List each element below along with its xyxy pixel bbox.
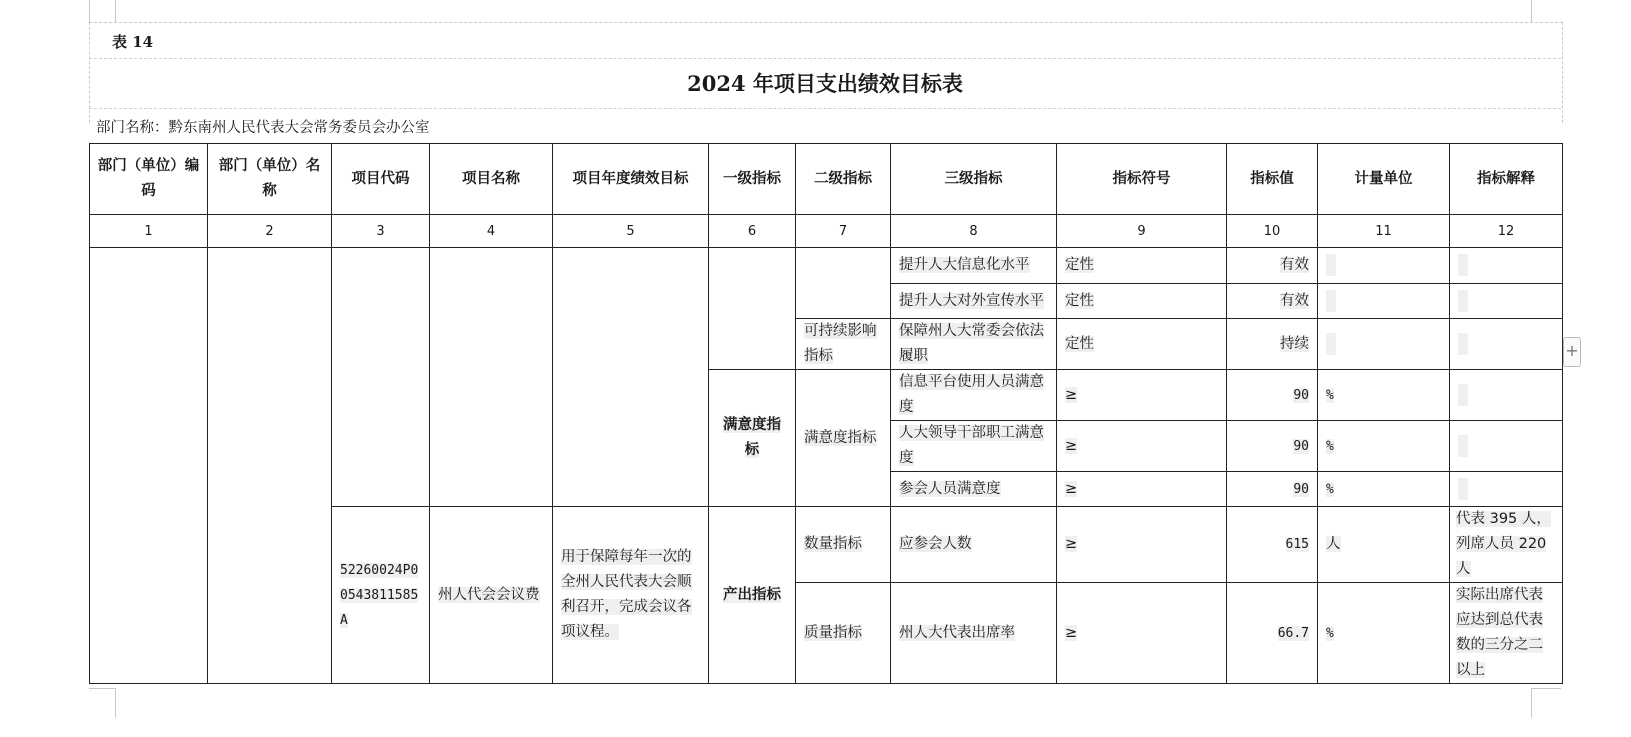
- unit-cell: [1318, 421, 1450, 472]
- header-cell: 部门（单位）编码: [90, 144, 208, 215]
- level1-cell: [709, 370, 796, 507]
- project-code-cell: [332, 248, 430, 507]
- note-cell: [1450, 319, 1563, 370]
- value-text: 90: [1293, 438, 1309, 454]
- symbol-cell: [1057, 248, 1227, 284]
- dept-code-cell: [90, 248, 208, 684]
- header-row: [90, 144, 1563, 215]
- note-text: 实际出席代表应达到总代表数的三分之二以上: [1456, 587, 1543, 678]
- symbol-text: ≥: [1065, 480, 1078, 497]
- header-cell: 项目代码: [332, 144, 430, 215]
- symbol-cell: [1057, 583, 1227, 684]
- value-cell: [1227, 284, 1318, 319]
- level3-text: 参会人员满意度: [899, 480, 1001, 497]
- symbol-text: ≥: [1065, 386, 1078, 403]
- unit-cell: [1318, 248, 1450, 284]
- symbol-text: ≥: [1065, 624, 1078, 641]
- note-cell: [1450, 370, 1563, 421]
- header-cell: 指标值: [1227, 144, 1318, 215]
- column-number: 2: [208, 215, 332, 248]
- unit-cell: [1318, 284, 1450, 319]
- project-goal-cell: [553, 248, 709, 507]
- level2-cell: [796, 319, 891, 370]
- value-text: 615: [1285, 537, 1309, 552]
- divider: [89, 108, 1561, 109]
- empty-field: [1326, 290, 1336, 312]
- project-code-cell: [332, 507, 430, 684]
- note-cell: [1450, 421, 1563, 472]
- project-name-cell: [430, 248, 553, 507]
- level3-text: 提升人大对外宣传水平: [899, 292, 1044, 309]
- level3-text: 提升人大信息化水平: [899, 257, 1030, 273]
- level1-text: 满意度指标: [723, 417, 781, 458]
- empty-field: [1458, 435, 1468, 457]
- level3-text: 应参会人数: [899, 536, 972, 552]
- empty-field: [1458, 478, 1468, 500]
- level2-cell: [796, 370, 891, 507]
- level3-cell: [891, 472, 1057, 507]
- level2-text: 数量指标: [804, 536, 862, 552]
- column-number: 12: [1450, 215, 1563, 248]
- page-title: 2024 年项目支出绩效目标表: [687, 71, 963, 96]
- column-number: 5: [553, 215, 709, 248]
- empty-field: [1458, 290, 1468, 312]
- note-cell: [1450, 284, 1563, 319]
- column-number-row: [90, 215, 1563, 248]
- table-row: [90, 248, 1563, 284]
- column-number: 3: [332, 215, 430, 248]
- level2-text: 可持续影响指标: [804, 323, 877, 364]
- note-cell: [1450, 248, 1563, 284]
- empty-field: [1458, 333, 1468, 355]
- unit-text: %: [1326, 481, 1334, 497]
- symbol-cell: [1057, 370, 1227, 421]
- header-cell: 指标符号: [1057, 144, 1227, 215]
- level3-text: 州人大代表出席率: [899, 624, 1015, 641]
- value-cell: [1227, 583, 1318, 684]
- level3-text: 保障州人大常委会依法履职: [899, 323, 1044, 364]
- performance-table: [89, 143, 1563, 684]
- project-goal-cell: [553, 507, 709, 684]
- column-number: 7: [796, 215, 891, 248]
- level2-cell: [796, 248, 891, 319]
- value-text: 有效: [1280, 257, 1309, 273]
- column-number: 8: [891, 215, 1057, 248]
- header-cell: 指标解释: [1450, 144, 1563, 215]
- project-code-text: 52260024P00543811585A: [340, 562, 419, 628]
- empty-field: [1458, 254, 1468, 276]
- note-text: 代表 395 人，列席人员 220 人: [1456, 511, 1551, 577]
- symbol-cell: [1057, 319, 1227, 370]
- dept-name-cell: [208, 248, 332, 684]
- level3-cell: [891, 421, 1057, 472]
- unit-text: %: [1326, 438, 1334, 454]
- crop-mark: [89, 688, 115, 689]
- symbol-text: 定性: [1065, 335, 1094, 352]
- project-goal-text: 用于保障每年一次的全州人民代表大会顺利召开，完成会议各项议程。: [561, 549, 692, 640]
- symbol-cell: [1057, 507, 1227, 583]
- note-cell: [1450, 583, 1563, 684]
- symbol-text: ≥: [1065, 437, 1078, 454]
- symbol-cell: [1057, 472, 1227, 507]
- table-label: 表 14: [112, 33, 154, 51]
- value-text: 持续: [1280, 335, 1309, 352]
- column-number: 11: [1318, 215, 1450, 248]
- crop-mark: [1531, 0, 1532, 22]
- unit-cell: [1318, 319, 1450, 370]
- crop-mark: [89, 0, 90, 22]
- crop-mark: [115, 688, 116, 718]
- note-cell: [1450, 507, 1563, 583]
- crop-mark: [1531, 688, 1561, 689]
- symbol-text: 定性: [1065, 292, 1094, 309]
- header-cell: 二级指标: [796, 144, 891, 215]
- value-text: 90: [1293, 481, 1309, 497]
- level2-cell: [796, 507, 891, 583]
- symbol-text: ≥: [1065, 536, 1078, 552]
- header-cell: 三级指标: [891, 144, 1057, 215]
- unit-cell: [1318, 583, 1450, 684]
- empty-field: [1326, 333, 1336, 355]
- symbol-cell: [1057, 421, 1227, 472]
- symbol-cell: [1057, 284, 1227, 319]
- unit-cell: [1318, 370, 1450, 421]
- unit-cell: [1318, 472, 1450, 507]
- header-cell: 一级指标: [709, 144, 796, 215]
- header-cell: 项目年度绩效目标: [553, 144, 709, 215]
- value-text: 90: [1293, 387, 1309, 403]
- level3-text: 信息平台使用人员满意度: [899, 374, 1044, 415]
- header-cell: 部门（单位）名称: [208, 144, 332, 215]
- level1-cell: [709, 248, 796, 370]
- level3-cell: [891, 284, 1057, 319]
- note-cell: [1450, 472, 1563, 507]
- value-cell: [1227, 421, 1318, 472]
- value-cell: [1227, 370, 1318, 421]
- value-text: 66.7: [1277, 625, 1309, 641]
- column-number: 4: [430, 215, 553, 248]
- value-cell: [1227, 319, 1318, 370]
- level2-cell: [796, 583, 891, 684]
- crop-mark: [115, 0, 116, 22]
- level3-cell: [891, 370, 1057, 421]
- unit-text: %: [1326, 625, 1334, 641]
- column-number: 9: [1057, 215, 1227, 248]
- department-name: 部门名称：黔东南州人民代表大会常务委员会办公室: [96, 120, 430, 136]
- unit-cell: [1318, 507, 1450, 583]
- header-cell: 计量单位: [1318, 144, 1450, 215]
- level2-text: 质量指标: [804, 624, 862, 641]
- add-row-button[interactable]: +: [1563, 337, 1581, 367]
- level3-text: 人大领导干部职工满意度: [899, 425, 1044, 466]
- level3-cell: [891, 319, 1057, 370]
- unit-text: 人: [1326, 536, 1341, 552]
- column-number: 1: [90, 215, 208, 248]
- crop-mark: [1531, 688, 1532, 718]
- empty-field: [1326, 254, 1336, 276]
- symbol-text: 定性: [1065, 257, 1094, 273]
- value-cell: [1227, 507, 1318, 583]
- project-name-cell: [430, 507, 553, 684]
- divider: [89, 58, 1561, 59]
- header-cell: 项目名称: [430, 144, 553, 215]
- unit-text: %: [1326, 387, 1334, 403]
- empty-field: [1458, 384, 1468, 406]
- column-number: 10: [1227, 215, 1318, 248]
- level3-cell: [891, 583, 1057, 684]
- column-number: 6: [709, 215, 796, 248]
- level2-text: 满意度指标: [804, 429, 877, 446]
- level1-cell: [709, 507, 796, 684]
- level1-text: 产出指标: [723, 586, 781, 603]
- level3-cell: [891, 248, 1057, 284]
- value-cell: [1227, 248, 1318, 284]
- project-name-text: 州人代会会议费: [438, 586, 540, 603]
- value-cell: [1227, 472, 1318, 507]
- level3-cell: [891, 507, 1057, 583]
- value-text: 有效: [1280, 292, 1309, 309]
